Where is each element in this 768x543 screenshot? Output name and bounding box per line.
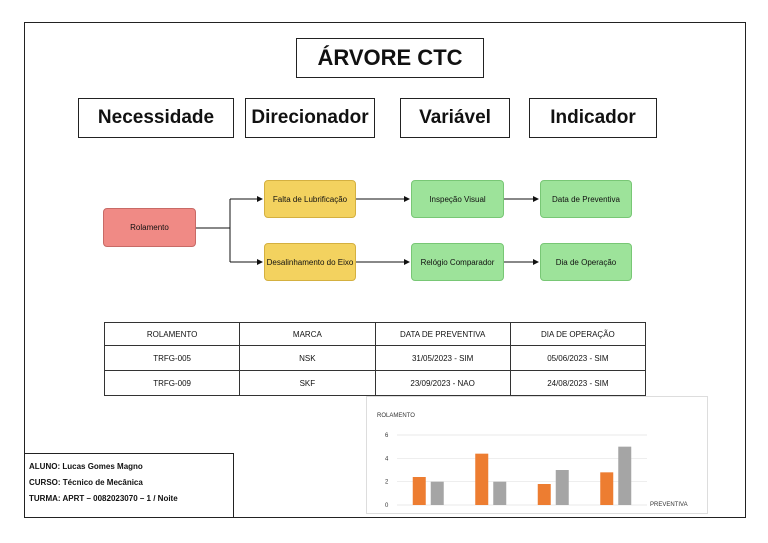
x-axis-label: PREVENTIVA [650, 502, 688, 508]
curso-line [29, 475, 229, 491]
bar [618, 447, 631, 505]
bar [493, 482, 506, 505]
table-cell: NSK [240, 346, 375, 371]
turma-line [29, 491, 229, 507]
node-variable-inspecao: Inspeção Visual [411, 180, 504, 218]
header-direcionador: Direcionador [245, 98, 375, 138]
header-indicador: Indicador [529, 98, 657, 138]
bar-chart [366, 396, 708, 514]
table-cell: 24/08/2023 - SIM [510, 371, 645, 396]
column-header: MARCA [240, 323, 375, 346]
aluno-value: Lucas Gomes Magno [62, 462, 143, 471]
bar [431, 482, 444, 505]
chart-svg [367, 397, 707, 513]
table-cell: 23/09/2023 - NAO [375, 371, 510, 396]
header-variavel: Variável [400, 98, 510, 138]
bar [538, 484, 551, 505]
bar [413, 477, 426, 505]
aluno-label: ALUNO: [29, 462, 61, 471]
table-cell: SKF [240, 371, 375, 396]
y-tick-label: 6 [385, 433, 389, 439]
column-header: ROLAMENTO [105, 323, 240, 346]
table-cell: 31/05/2023 - SIM [375, 346, 510, 371]
table-row [105, 346, 646, 371]
bar [475, 454, 488, 505]
node-driver-lubrificacao: Falta de Lubrificação [264, 180, 356, 218]
student-info-box [24, 453, 234, 518]
curso-value: Técnico de Mecânica [62, 478, 143, 487]
table-cell: 05/06/2023 - SIM [510, 346, 645, 371]
turma-label: TURMA: [29, 494, 61, 503]
aluno-line [29, 459, 229, 475]
turma-value: APRT – 0082023070 – 1 / Noite [62, 494, 178, 503]
table-row [105, 371, 646, 396]
column-header: DIA DE OPERAÇÃO [510, 323, 645, 346]
table-cell: TRFG-009 [105, 371, 240, 396]
bar [600, 472, 613, 505]
header-necessidade: Necessidade [78, 98, 234, 138]
curso-label: CURSO: [29, 478, 61, 487]
column-header: DATA DE PREVENTIVA [375, 323, 510, 346]
node-variable-relogio: Relógio Comparador [411, 243, 504, 281]
bar [556, 470, 569, 505]
node-driver-desalinhamento: Desalinhamento do Eixo [264, 243, 356, 281]
node-indicator-operacao: Dia de Operação [540, 243, 632, 281]
bearing-table [104, 322, 646, 396]
node-indicator-preventiva: Data de Preventiva [540, 180, 632, 218]
y-tick-label: 4 [385, 456, 389, 463]
table-header-row [105, 323, 646, 346]
table-cell: TRFG-005 [105, 346, 240, 371]
y-tick-label: 2 [385, 479, 389, 486]
diagram-title: ÁRVORE CTC [296, 38, 484, 78]
y-tick-label: 0 [385, 503, 389, 509]
node-need-rolamento: Rolamento [103, 208, 196, 247]
chart-title: ROLAMENTO [377, 413, 415, 419]
